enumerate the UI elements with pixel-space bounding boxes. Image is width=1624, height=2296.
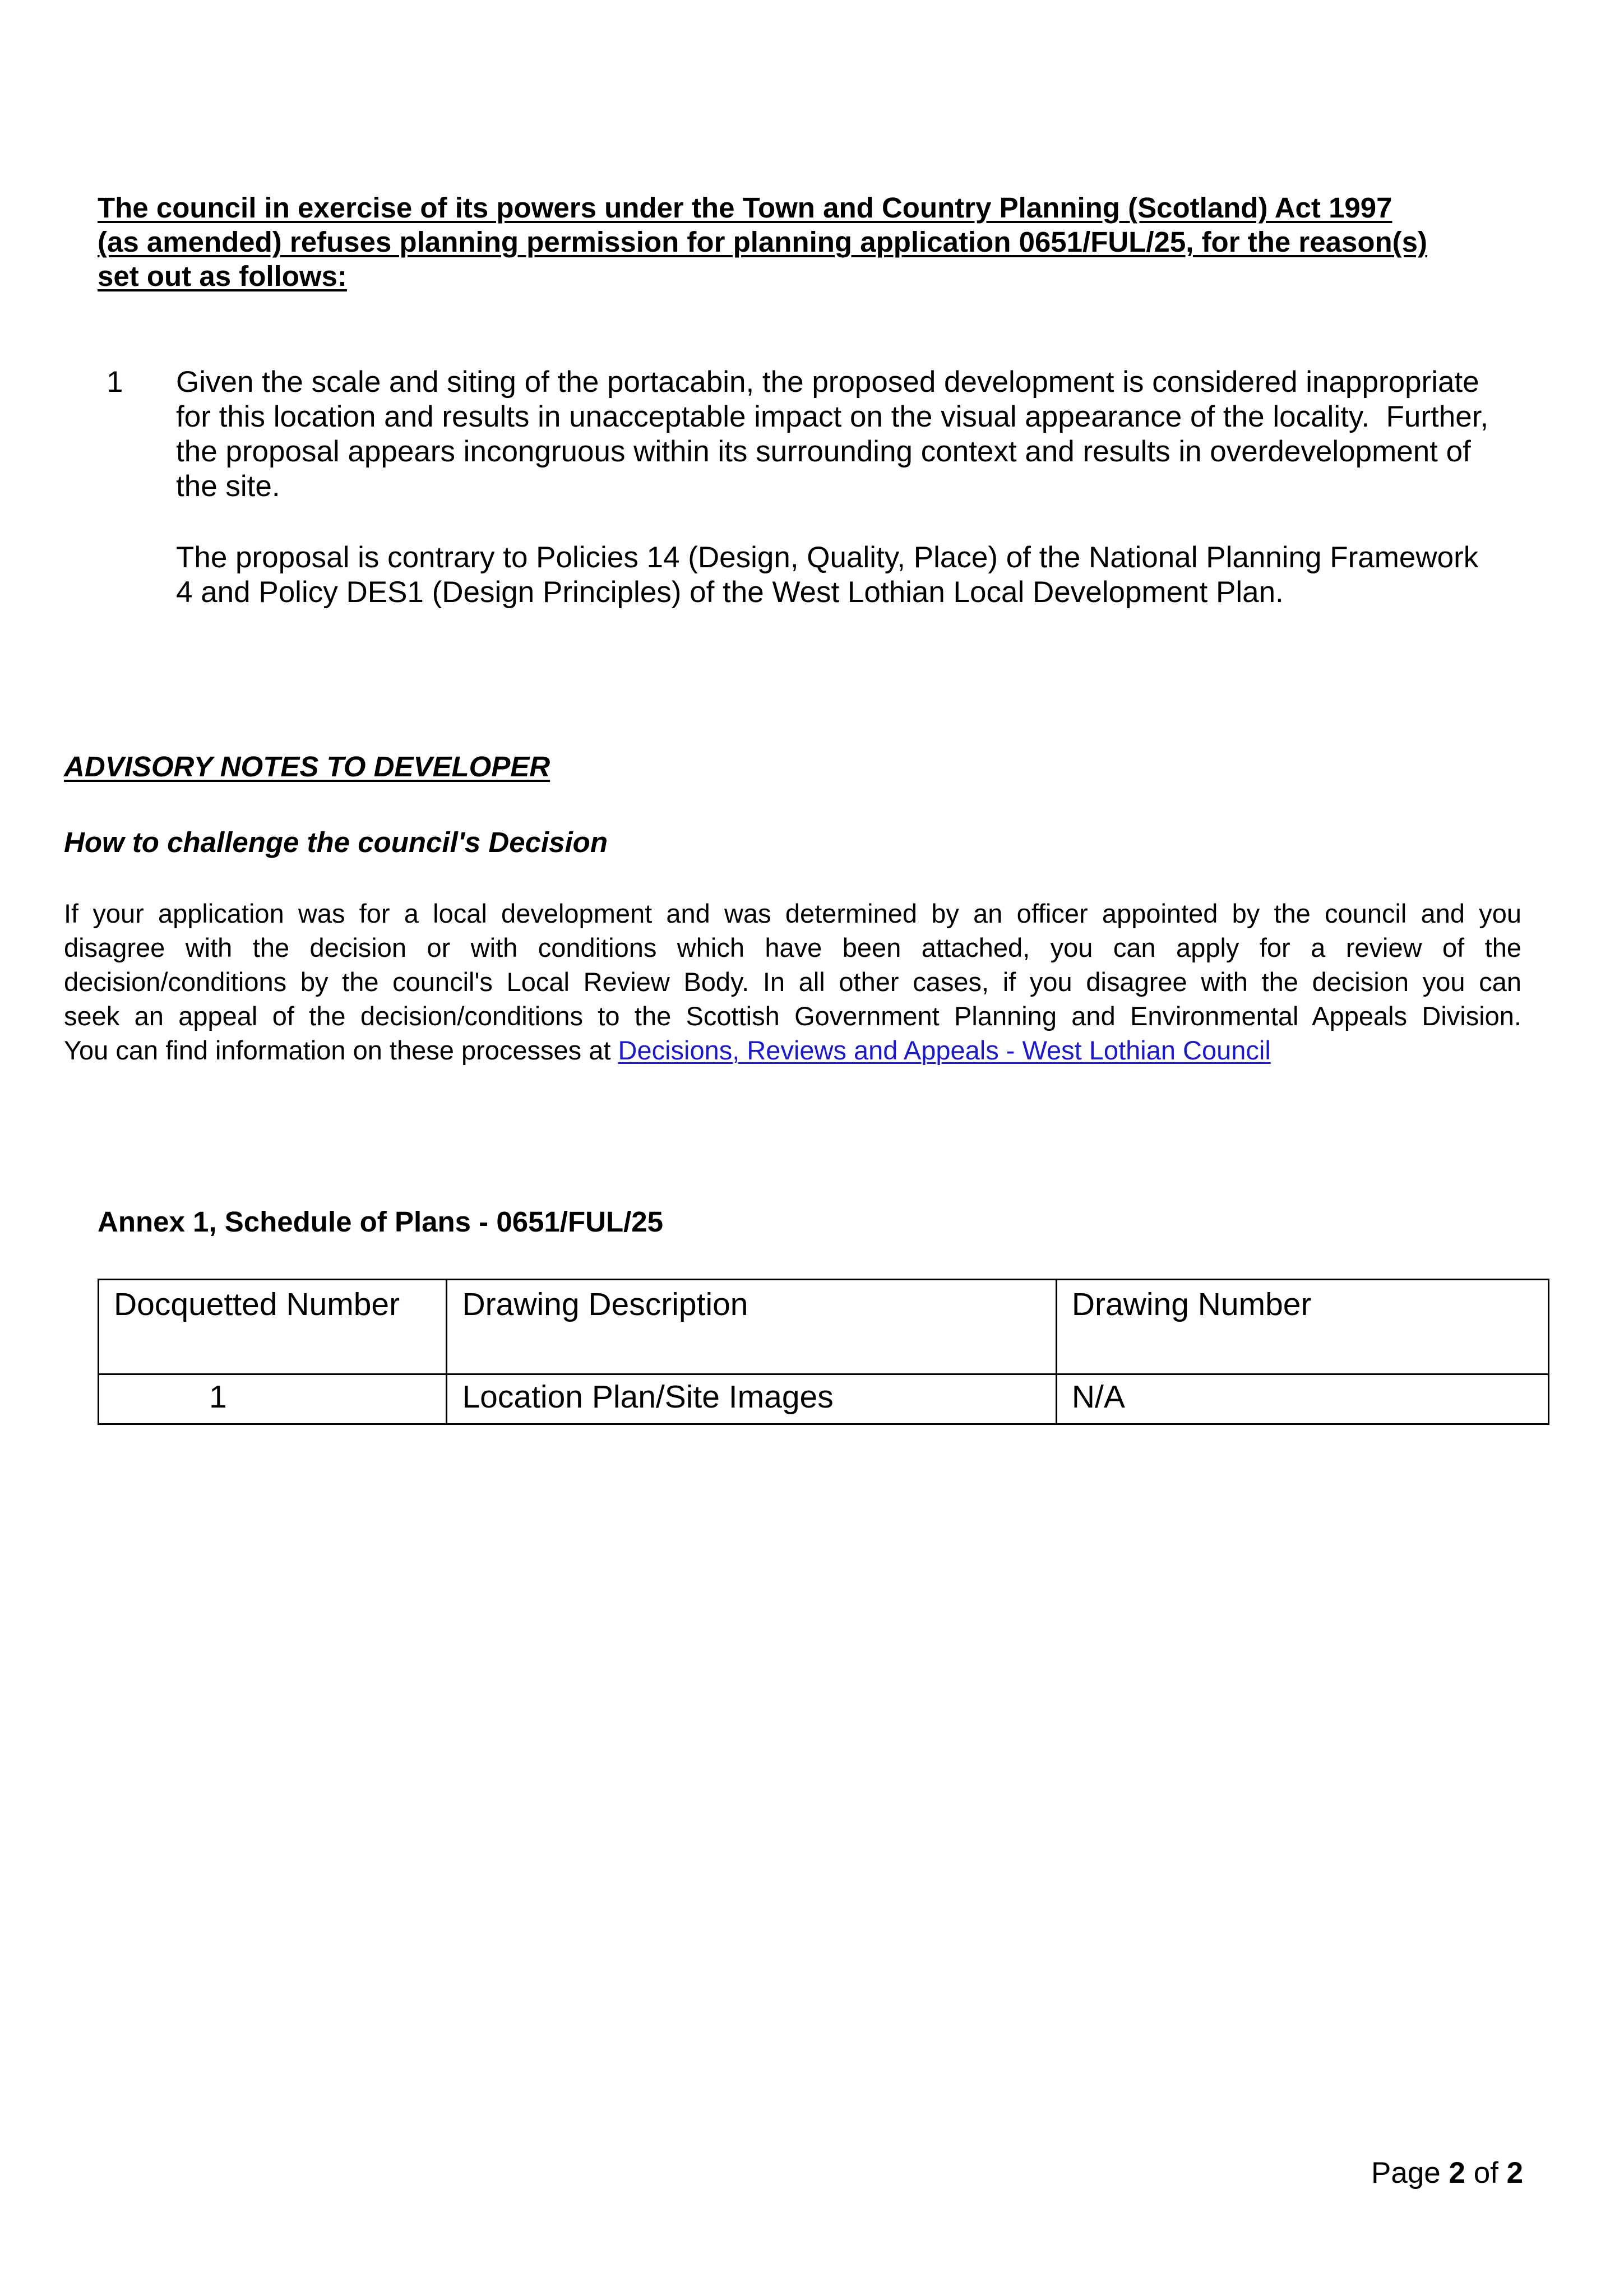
challenge-body [64,896,1521,1067]
reason-text [176,365,1533,504]
challenge-body-line: seek an appeal of the decision/conditions to the Scottish Government Planning and Environmental Appeals Division. [64,1001,1521,1031]
reason-policy-line: 4 and Policy DES1 (Design Principles) of the West Lothian Local Development Plan. [176,576,1284,609]
column-header: Docquetted Number [99,1280,447,1374]
reason-policy-line: The proposal is contrary to Policies 14 (Design, Quality, Place) of the National Planning Framework [176,541,1479,574]
challenge-heading: How to challenge the council's Decision [64,826,608,858]
advisory-heading: ADVISORY NOTES TO DEVELOPER [64,751,550,783]
challenge-body-line: disagree with the decision or with conditions which have been attached, you can apply for a review of the [64,933,1521,962]
column-header: Drawing Description [447,1280,1056,1374]
reason-text-line: the proposal appears incongruous within its surrounding context and results in overdevelopment of [176,435,1471,468]
schedule-of-plans-table [98,1279,1549,1425]
column-header: Drawing Number [1056,1280,1548,1374]
challenge-body-text: You can find information on these processes at [64,1035,618,1065]
table-row [99,1374,1549,1424]
reason-number: 1 [107,365,123,399]
drawing-description-cell: Location Plan/Site Images [447,1374,1056,1424]
decision-heading-line: (as amended) refuses planning permission for planning application 0651/FUL/25, for the reason(s) [98,226,1427,258]
decision-heading [98,191,1533,293]
decision-heading-line: set out as follows: [98,260,347,292]
table-header-row [99,1280,1549,1374]
page-prefix: Page [1371,2156,1449,2189]
decision-heading-line: The council in exercise of its powers under the Town and Country Planning (Scotland) Act 1997 [98,192,1392,224]
page-total: 2 [1506,2156,1524,2189]
challenge-body-line: If your application was for a local development and was determined by an officer appointed by the council and you [64,899,1521,928]
page-current: 2 [1449,2156,1465,2189]
challenge-body-line: decision/conditions by the council's Local Review Body. In all other cases, if you disagree with the decision you can [64,967,1521,997]
docquetted-number-cell: 1 [99,1374,447,1424]
reason-text-line: the site. [176,470,280,503]
drawing-number-cell: N/A [1056,1374,1548,1424]
challenge-body-last-line [64,1033,1521,1067]
reason-text-line: Given the scale and siting of the portacabin, the proposed development is considered inappropriate [176,365,1479,399]
reason-text-line: for this location and results in unacceptable impact on the visual appearance of the locality. Further, [176,400,1489,433]
reason-policy-text [176,540,1533,610]
page-number [1371,2156,1523,2191]
page-middle: of [1465,2156,1507,2189]
decisions-reviews-appeals-link[interactable]: Decisions, Reviews and Appeals - West Lothian Council [618,1035,1271,1065]
annex-heading: Annex 1, Schedule of Plans - 0651/FUL/25 [98,1206,663,1238]
